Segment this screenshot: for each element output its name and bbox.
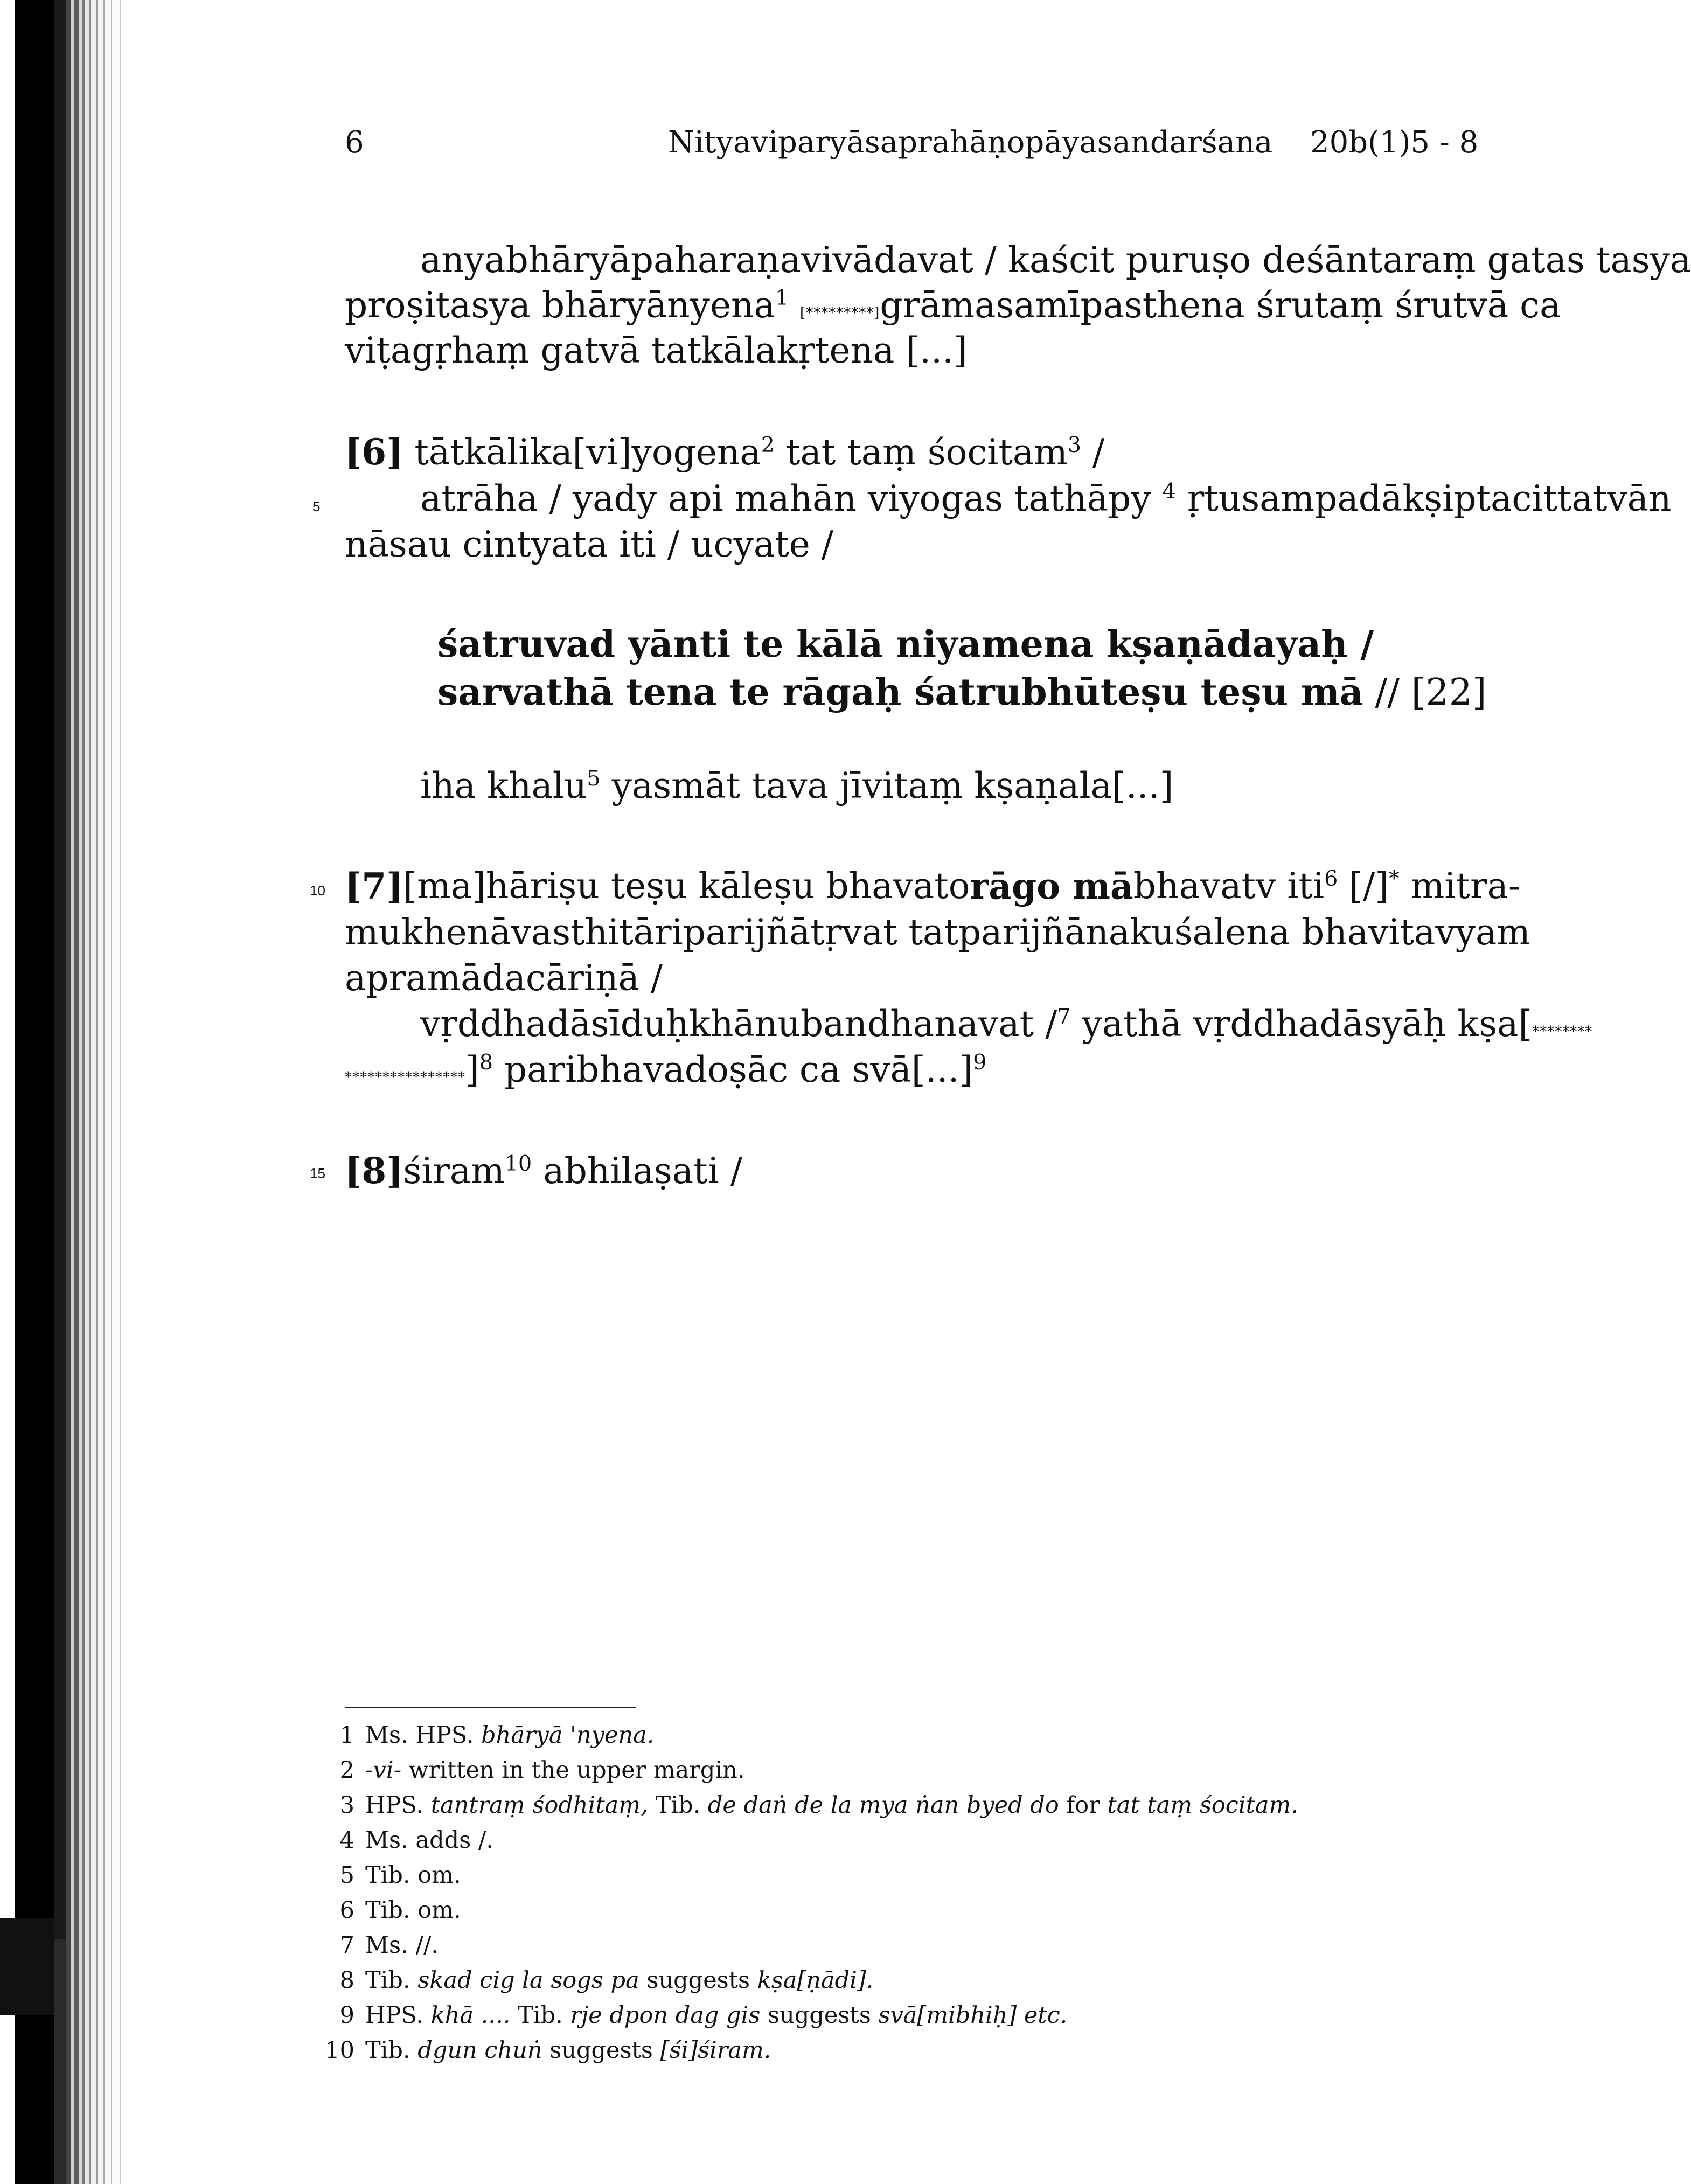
footnote-text: written in the upper margin. (401, 1757, 745, 1784)
text-line (345, 865, 1521, 907)
text-fragment: anyabhāryāpaharaṇavivādavat / kaścit puruṣo deśāntaraṃ gatas tasya (420, 239, 1691, 281)
text-fragment: vṛddhadāsīduḥkhānubandhanavat / (420, 1003, 1057, 1045)
line-number: 5 (312, 498, 321, 514)
footnote-text: Tib. (510, 2002, 570, 2029)
footnote-text: [śi]śiram. (660, 2037, 771, 2064)
footnote-marker: 1 (775, 286, 789, 310)
text-fragment: nāsau cintyata iti / ucyate / (345, 524, 833, 565)
footnote-text: de daṅ de la mya ṅan byed do (707, 1792, 1059, 1819)
footnote-text: kṣa[ṇādi]. (757, 1967, 874, 1994)
text-line (345, 912, 1530, 953)
text-fragment: apramādacāriṇā / (345, 957, 663, 999)
footnote (323, 1934, 439, 1957)
footnote-marker: 4 (1162, 479, 1176, 504)
footnote-text: rje dpon dag gis (570, 2002, 761, 2029)
line-number: 15 (310, 1165, 325, 1181)
footnote-marker: 10 (504, 1151, 532, 1176)
footnote (323, 1759, 745, 1782)
text-fragment: bhavatv iti (1133, 865, 1325, 907)
footnote (323, 1899, 461, 1922)
footnote-number: 6 (339, 1897, 354, 1924)
footnote-text: Tib. (648, 1792, 708, 1819)
text-fragment: yasmāt tava jīvitaṃ kṣaṇala[...] (600, 765, 1174, 806)
footnote-text: suggests (760, 2002, 879, 2029)
footnote (323, 1724, 654, 1747)
text-line (420, 239, 1691, 281)
text-fragment: abhilaṣati / (532, 1150, 742, 1192)
text-line-start (345, 284, 1561, 326)
text-fragment: iha khalu (420, 765, 587, 806)
text-fragment: tat taṃ śocitam (774, 432, 1068, 473)
text-fragment: ] (465, 1049, 479, 1090)
text-fragment: tātkālika[vi]yogena (403, 432, 761, 473)
footnote-text: Tib. (365, 2037, 418, 2064)
footnote-text: suggests (639, 1967, 757, 1994)
text-fragment: [/] (1338, 865, 1389, 907)
text-fragment: paribhavadoṣāc ca svā[...] (492, 1049, 973, 1090)
footnote-text: tat taṃ śocitam. (1107, 1792, 1299, 1819)
footnote-number: 9 (339, 2002, 354, 2029)
footnote-number: 5 (339, 1862, 354, 1889)
text-fragment: [ma]hāriṣu teṣu kāleṣu bhavato (403, 865, 970, 907)
section-label: [6] (345, 431, 403, 473)
footnote-text: tantraṃ śodhitaṃ, (430, 1792, 648, 1819)
footnote-number: 2 (339, 1757, 354, 1784)
text-line (345, 1049, 987, 1090)
verse-text: sarvathā tena te rāgaḥ śatrubhūteṣu teṣu mā (437, 671, 1363, 714)
footnote (323, 1794, 1298, 1817)
footnote-marker: 6 (1324, 866, 1338, 891)
text-line (345, 431, 1105, 473)
running-title: Nityaviparyāsaprahāṇopāyasandarśana (668, 125, 1273, 160)
footnote-text: suggests (542, 2037, 660, 2064)
footnote-number: 8 (339, 1967, 354, 1994)
section-label: [8] (345, 1150, 403, 1192)
footnote-text: khā .... (430, 2002, 511, 2029)
footnote-marker: 7 (1057, 1004, 1071, 1029)
footnote (323, 1969, 873, 1992)
footnote-text: Tib. (365, 1967, 418, 1994)
footnote-marker: 8 (479, 1050, 493, 1075)
text-line (345, 330, 968, 371)
footnote-separator (345, 1707, 636, 1708)
text-fragment: mukhenāvasthitāriparijñātṛvat tatparijñānakuśalena bhavitavyam (345, 912, 1530, 953)
emphasis-text: rāgo mā (970, 865, 1133, 907)
page-number: 6 (345, 125, 364, 160)
section-label: [7] (345, 865, 403, 907)
footnote-text: Tib. om. (365, 1897, 461, 1924)
line-number: 10 (310, 882, 325, 899)
footnote-text: Ms. HPS. (365, 1722, 482, 1749)
text-fragment: mitra- (1399, 865, 1521, 907)
footnote-text: HPS. (365, 1792, 431, 1819)
footnote-number: 7 (339, 1932, 354, 1959)
verse-text: śatruvad yānti te kālā niyamena kṣaṇādayaḥ / (437, 623, 1374, 666)
text-line (420, 1003, 1593, 1045)
footnote (323, 2004, 1067, 2027)
text-fragment: yathā vṛddhadāsyāḥ kṣa[ (1070, 1003, 1533, 1045)
text-fragment: śiram (403, 1150, 505, 1192)
text-line (345, 524, 833, 565)
text-fragment: proṣitasya bhāryānyena (345, 284, 775, 326)
text-fragment: / (1081, 432, 1105, 473)
lacuna-marker: [*********] (800, 305, 880, 321)
book-spine-shadow (0, 0, 162, 2184)
footnote-text: svā[mibhiḥ] etc. (878, 2002, 1068, 2029)
text-line (420, 478, 1672, 519)
footnote-marker: 2 (761, 433, 775, 457)
text-line (345, 1150, 742, 1192)
footnote-text: skad cig la sogs pa (417, 1967, 639, 1994)
verse-number: // [22] (1363, 671, 1487, 714)
footnote-text: Tib. om. (365, 1862, 461, 1889)
lacuna-marker: **************** (345, 1069, 465, 1086)
footnote-text: for (1059, 1792, 1108, 1819)
lacuna-marker: ******** (1532, 1024, 1593, 1040)
footnote-marker: * (1388, 866, 1400, 891)
text-line (345, 957, 663, 999)
footnote (323, 2039, 771, 2062)
text-line (420, 765, 1174, 806)
footnote (323, 1864, 461, 1887)
footnote-marker: 9 (973, 1050, 987, 1075)
footnote-number: 3 (339, 1792, 354, 1819)
text-line (345, 284, 1561, 326)
footnote-number: 10 (325, 2037, 354, 2064)
footnote-number: 4 (339, 1827, 354, 1854)
text-fragment: grāmasamīpasthena śrutaṃ śrutvā ca (880, 284, 1561, 326)
folio-reference: 20b(1)5 - 8 (1310, 125, 1479, 160)
footnote-text: Ms. //. (365, 1932, 439, 1959)
footnote-text: Ms. adds /. (365, 1827, 494, 1854)
footnote-text: bhāryā 'nyena. (481, 1722, 655, 1749)
footnote-number: 1 (339, 1722, 354, 1749)
text-fragment: atrāha / yady api mahān viyogas tathāpy (420, 478, 1163, 519)
footnote (323, 1829, 493, 1852)
footnote-marker: 5 (587, 766, 601, 791)
text-fragment: ṛtusampadākṣiptacittatvān (1175, 478, 1672, 519)
footnote-text: HPS. (365, 2002, 431, 2029)
footnote-text: dgun chuṅ (417, 2037, 542, 2064)
verse-line (437, 623, 1374, 666)
text-fragment: viṭagṛhaṃ gatvā tatkālakṛtena [...] (345, 330, 968, 371)
footnote-marker: 3 (1067, 433, 1082, 457)
footnote-text: -vi- (365, 1757, 402, 1784)
verse-line (437, 671, 1486, 714)
